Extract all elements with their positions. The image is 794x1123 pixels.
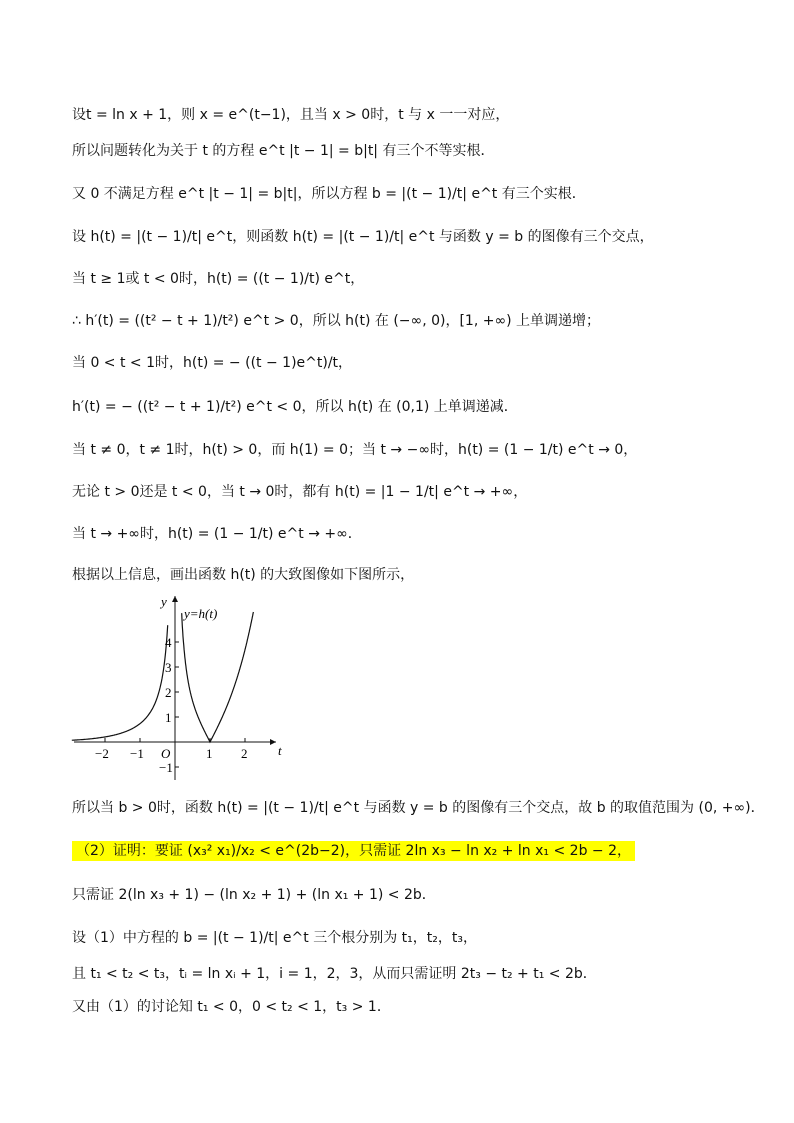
highlighted-proof-start: （2）证明：要证 (x₃² x₁)/x₂ < e^(2b−2)，只需证 2ln x₃ − ln x₂ + ln x₁ < 2b − 2， — [72, 841, 635, 861]
text-line-11: 当 t → +∞时，h(t) = (1 − 1/t) e^t → +∞． — [72, 526, 362, 542]
text-line-2: 所以问题转化为关于 t 的方程 e^t |t − 1| = b|t| 有三个不等实根． — [72, 143, 495, 159]
text-line-1: 设t = ln x + 1，则 x = e^(t−1)，且当 x > 0时，t 与 x 一一对应， — [72, 107, 510, 123]
curve-left-branch — [72, 625, 168, 740]
curve-right-branch — [182, 612, 254, 742]
y-tick-label: −1 — [159, 760, 173, 775]
text-line-18: 又由（1）的讨论知 t₁ < 0，0 < t₂ < 1，t₃ > 1． — [72, 999, 391, 1015]
curve-label: y=h(t) — [184, 606, 218, 621]
x-tick-label: 1 — [206, 746, 213, 761]
text-line-16: 设（1）中方程的 b = |(t − 1)/t| e^t 三个根分别为 t₁，t₂，t₃， — [72, 930, 477, 946]
function-graph — [68, 590, 288, 785]
y-axis-label: y — [161, 594, 167, 609]
text-line-10: 无论 t > 0还是 t < 0，当 t → 0时，都有 h(t) = |1 − 1/t| e^t → +∞， — [72, 484, 528, 500]
x-tick-label: −2 — [95, 746, 109, 761]
x-tick-label: −1 — [130, 746, 144, 761]
y-tick-label: 1 — [165, 710, 172, 725]
text-line-13: 所以当 b > 0时，函数 h(t) = |(t − 1)/t| e^t 与函数 y = b 的图像有三个交点，故 b 的取值范围为 (0, +∞)． — [72, 800, 765, 816]
y-tick-label: 2 — [165, 685, 172, 700]
y-tick-label: 4 — [165, 635, 172, 650]
text-line-9: 当 t ≠ 0，t ≠ 1时，h(t) > 0，而 h(1) = 0；当 t → −∞时，h(t) = (1 − 1/t) e^t → 0， — [72, 442, 638, 458]
text-line-12: 根据以上信息，画出函数 h(t) 的大致图像如下图所示， — [72, 567, 415, 583]
y-tick-label: 3 — [165, 660, 172, 675]
text-line-5: 当 t ≥ 1或 t < 0时，h(t) = ((t − 1)/t) e^t， — [72, 271, 365, 287]
x-axis-label: t — [278, 743, 282, 758]
x-tick-label: 2 — [241, 746, 248, 761]
text-line-15: 只需证 2(ln x₃ + 1) − (ln x₂ + 1) + (ln x₁ + 1) < 2b． — [72, 887, 436, 903]
text-line-17: 且 t₁ < t₂ < t₃，tᵢ = ln xᵢ + 1，i = 1，2，3，从而只需证明 2t₃ − t₂ + t₁ < 2b． — [72, 966, 597, 982]
origin-label: O — [161, 746, 171, 761]
text-line-4: 设 h(t) = |(t − 1)/t| e^t，则函数 h(t) = |(t − 1)/t| e^t 与函数 y = b 的图像有三个交点， — [72, 229, 654, 245]
text-line-14 — [72, 840, 635, 860]
text-line-8: h′(t) = − ((t² − t + 1)/t²) e^t < 0，所以 h(t) 在 (0,1) 上单调递减． — [72, 399, 518, 415]
text-line-7: 当 0 < t < 1时，h(t) = − ((t − 1)e^t)/t， — [72, 355, 353, 371]
text-line-3: 又 0 不满足方程 e^t |t − 1| = b|t|，所以方程 b = |(t − 1)/t| e^t 有三个实根． — [72, 186, 586, 202]
text-line-6: ∴ h′(t) = ((t² − t + 1)/t²) e^t > 0，所以 h(t) 在 (−∞, 0)，[1, +∞) 上单调递增； — [72, 313, 601, 329]
